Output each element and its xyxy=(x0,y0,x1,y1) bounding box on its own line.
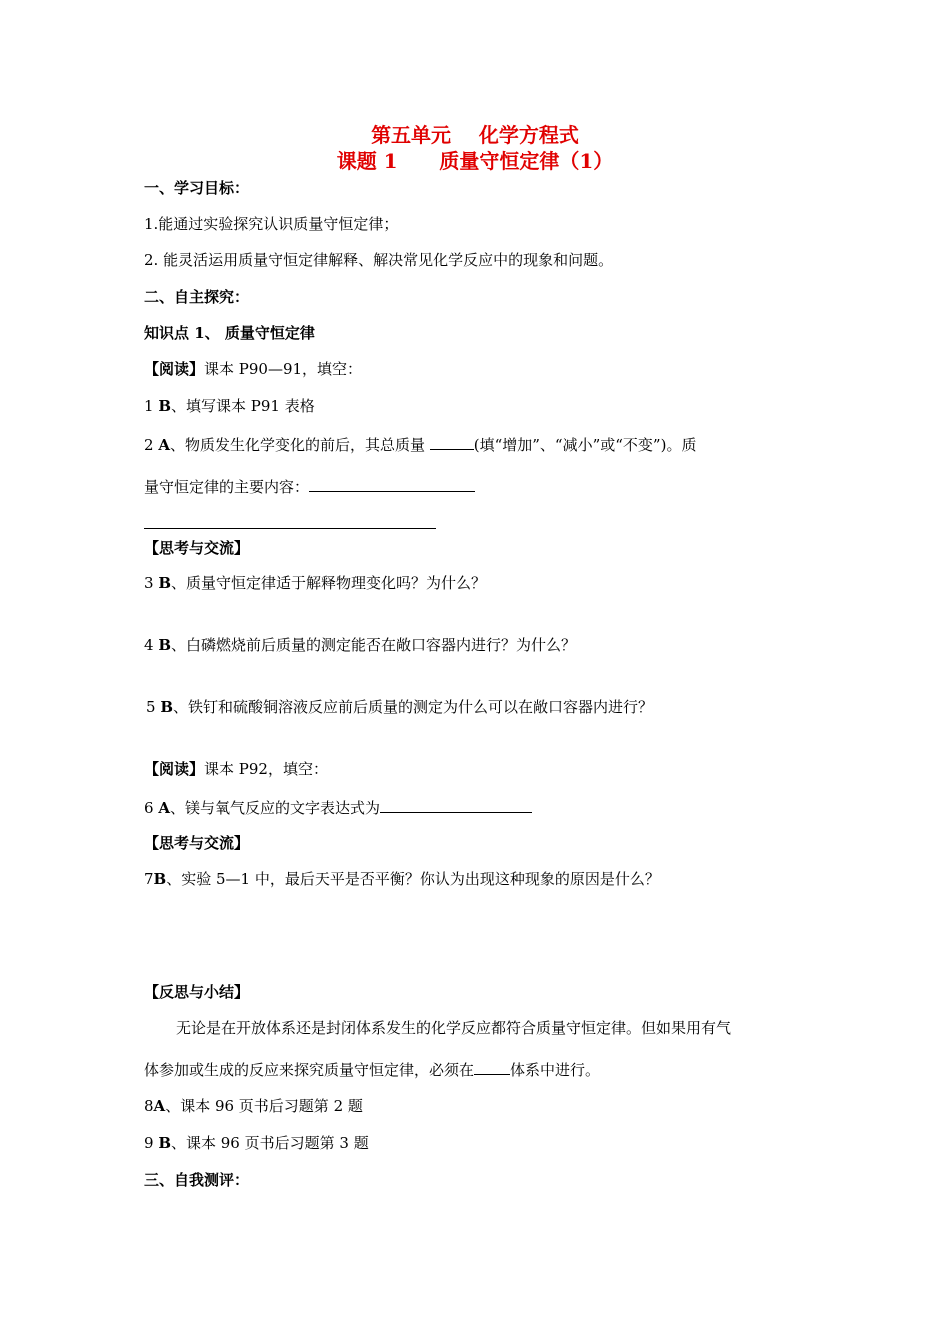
question-text: 、铁钉和硫酸铜溶液反应前后质量的测定为什么可以在敞口容器内进行？ xyxy=(173,698,654,716)
question-text: 、白磷燃烧前后质量的测定能否在敞口容器内进行？为什么？ xyxy=(171,636,577,654)
question-level: B xyxy=(158,574,171,592)
question-5 xyxy=(146,697,653,717)
section-3-heading: 三、自我测评： xyxy=(144,1171,250,1189)
question-7 xyxy=(144,869,660,889)
question-number: 4 xyxy=(144,636,159,654)
question-number: 9 xyxy=(144,1134,159,1152)
question-text: 、课本 96 页书后习题第 3 题 xyxy=(171,1134,369,1152)
reading-tag: 【阅读】 xyxy=(144,760,205,778)
question-level: B xyxy=(158,1134,171,1152)
reading-2 xyxy=(144,759,328,779)
question-9 xyxy=(144,1133,369,1153)
reflection-line-1: 无论是在开放体系还是封闭体系发生的化学反应都符合质量守恒定律。但如果用有气 xyxy=(176,1019,732,1037)
question-text: 量守恒定律的主要内容： xyxy=(144,478,310,496)
question-number: 7 xyxy=(144,870,154,888)
question-2-line-2 xyxy=(144,475,475,497)
answer-line[interactable] xyxy=(144,528,436,529)
question-text: 、课本 96 页书后习题第 2 题 xyxy=(165,1097,363,1115)
fill-blank[interactable] xyxy=(474,1058,510,1075)
question-level: A xyxy=(158,799,170,817)
question-1 xyxy=(144,396,315,416)
question-level: B xyxy=(153,870,167,888)
section-2-heading: 二、自主探究： xyxy=(144,288,250,306)
question-text: 、填写课本 P91 表格 xyxy=(171,397,315,415)
reading-text: 课本 P92，填空： xyxy=(204,760,328,778)
question-text-cont: (填“增加”、“减小”或“不变”)。质 xyxy=(473,436,697,454)
section-1-heading: 一、学习目标： xyxy=(144,179,250,197)
objective-2: 2. 能灵活运用质量守恒定律解释、解决常见化学反应中的现象和问题。 xyxy=(144,251,614,269)
question-level: A xyxy=(153,1097,166,1115)
reading-tag: 【阅读】 xyxy=(144,360,205,378)
question-4 xyxy=(144,635,576,655)
reflection-heading: 【反思与小结】 xyxy=(144,983,250,1001)
question-text: 、镁与氧气反应的文字表达式为 xyxy=(169,799,380,817)
reading-1 xyxy=(144,359,362,379)
fill-blank[interactable] xyxy=(309,475,475,492)
question-level: B xyxy=(158,397,171,415)
fill-blank[interactable] xyxy=(430,433,474,450)
think-discuss-2: 【思考与交流】 xyxy=(144,834,250,852)
question-text: 、实验 5—1 中，最后天平是否平衡？你认为出现这种现象的原因是什么？ xyxy=(166,870,660,888)
question-number: 6 xyxy=(144,799,159,817)
question-6 xyxy=(144,796,532,818)
knowledge-point-1: 知识点 1、 质量守恒定律 xyxy=(144,324,315,342)
question-8 xyxy=(144,1096,363,1116)
question-number: 3 xyxy=(144,574,159,592)
question-level: A xyxy=(158,436,170,454)
think-discuss-1: 【思考与交流】 xyxy=(144,539,250,557)
question-level: B xyxy=(158,636,171,654)
reflection-text-cont: 体系中进行。 xyxy=(510,1061,601,1079)
question-text: 、物质发生化学变化的前后，其总质量 xyxy=(169,436,430,454)
question-number: 1 xyxy=(144,397,159,415)
unit-title: 第五单元 化学方程式 xyxy=(371,123,579,147)
objective-1: 1.能通过实验探究认识质量守恒定律； xyxy=(144,215,399,233)
question-2 xyxy=(144,433,696,455)
lesson-title: 课题 1 质量守恒定律（1） xyxy=(336,149,614,173)
question-number: 8 xyxy=(144,1097,154,1115)
reflection-text: 体参加或生成的反应来探究质量守恒定律，必须在 xyxy=(144,1061,475,1079)
question-text: 、质量守恒定律适于解释物理变化吗？为什么？ xyxy=(171,574,487,592)
reading-text: 课本 P90—91，填空： xyxy=(204,360,363,378)
question-number: 2 xyxy=(144,436,159,454)
question-level: B xyxy=(160,698,173,716)
fill-blank[interactable] xyxy=(380,796,532,813)
reflection-line-2 xyxy=(144,1058,600,1080)
question-number: 5 xyxy=(146,698,161,716)
question-3 xyxy=(144,573,486,593)
